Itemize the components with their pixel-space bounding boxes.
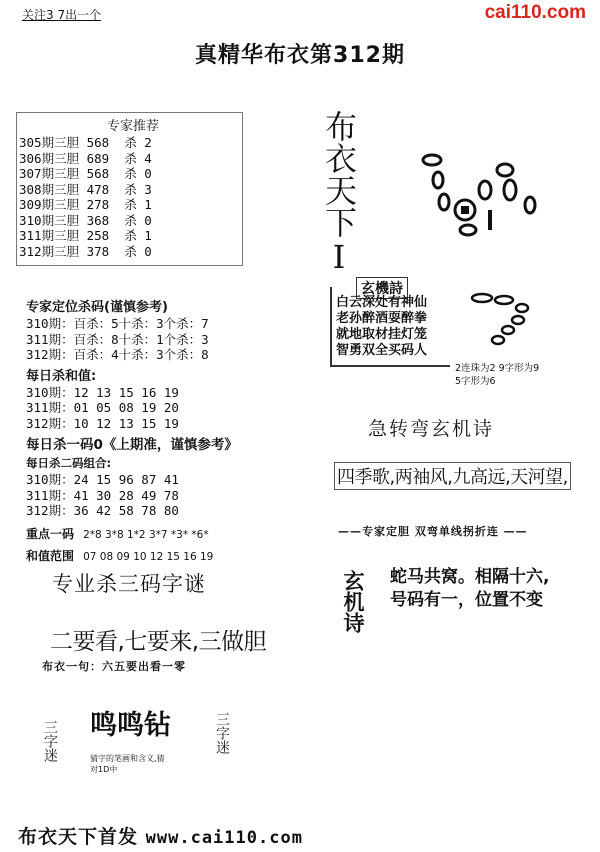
page-title: 真精华布衣第312期 bbox=[195, 43, 405, 68]
hint-line: 对1D中 bbox=[90, 765, 118, 774]
position-row: 312期：百杀：4十杀：3个杀：8 bbox=[26, 347, 209, 362]
coin-ring bbox=[439, 194, 449, 210]
chain-link bbox=[512, 316, 524, 324]
chain-note-line: 2连珠为2 9字形为9 bbox=[455, 363, 540, 374]
chain-note bbox=[455, 362, 539, 388]
chain-link bbox=[516, 304, 528, 312]
coin-ring bbox=[433, 172, 443, 188]
one-code-title: 每日杀一码0《上期准，谨慎参考》 bbox=[26, 437, 238, 453]
expert-row: 311期三胆 258 杀 1 bbox=[19, 228, 152, 243]
range-row bbox=[26, 545, 238, 564]
sum-row: 310期：12 13 15 16 19 bbox=[26, 384, 179, 400]
footer-brand: 布衣天下首发 bbox=[18, 826, 139, 848]
position-title: 专家定位杀码(谨慎参考) bbox=[26, 300, 168, 315]
footer bbox=[18, 822, 303, 849]
coin-bar bbox=[488, 210, 492, 230]
expert-row: 308期三胆 478 杀 3 bbox=[19, 181, 152, 197]
poem-box bbox=[330, 281, 450, 367]
coin-ring bbox=[497, 164, 513, 176]
coin-ring bbox=[479, 181, 491, 199]
expert-row: 306期三胆 689 杀 4 bbox=[19, 150, 152, 166]
focus-row bbox=[26, 523, 238, 542]
hint-line: 猜字的笔画和含义,猜 bbox=[90, 754, 165, 763]
coin-ring bbox=[504, 180, 516, 200]
poem-line: 白云深处有神仙 bbox=[336, 295, 428, 310]
range-label: 和值范围 bbox=[26, 548, 75, 563]
expert-row: 310期三胆 368 杀 0 bbox=[19, 212, 152, 228]
poem-lines bbox=[336, 295, 427, 359]
xuanji-line: 号码有一，位置不变 bbox=[390, 590, 543, 610]
coin-square bbox=[461, 206, 469, 214]
riddle-title: 专业杀三码字谜 bbox=[52, 572, 206, 596]
chain-note-line: 5字形为6 bbox=[455, 376, 496, 387]
coin-ring bbox=[423, 155, 441, 165]
focus-label: 重点一码 bbox=[26, 526, 75, 541]
sum-row: 311期：01 05 08 19 20 bbox=[26, 400, 179, 415]
poem-line: 就地取材挂灯笼 bbox=[336, 327, 428, 342]
xuanji-line: 蛇马共窝。相隔十六, bbox=[390, 567, 550, 587]
chain-link bbox=[472, 294, 492, 302]
expert-row: 307期三胆 568 杀 0 bbox=[19, 166, 152, 181]
chain-link bbox=[502, 326, 514, 334]
poem-line: 智勇双全买码人 bbox=[336, 343, 428, 358]
header-note: 关注3 7出一个 bbox=[22, 8, 102, 22]
word-riddle-word: 鸣鸣钻 bbox=[90, 710, 171, 741]
poem-line: 老孙醉酒耍醉拳 bbox=[336, 311, 428, 326]
coin-ring bbox=[525, 197, 535, 213]
two-code-row: 312期：36 42 58 78 80 bbox=[26, 503, 179, 518]
xuanji-text bbox=[390, 566, 549, 612]
two-code-title: 每日杀二码组合: bbox=[26, 456, 112, 470]
word-riddle-right: 三字迷 bbox=[214, 712, 230, 754]
coin-ring bbox=[460, 225, 476, 235]
expert-rows bbox=[19, 135, 152, 259]
expert-row: 312期三胆 378 杀 0 bbox=[19, 243, 152, 259]
xuanji-vertical: 玄机诗 bbox=[341, 570, 365, 633]
chain-link bbox=[495, 296, 513, 304]
riddle-subtitle: 二要看,七要来,三做胆 bbox=[50, 629, 267, 655]
buyi-vertical-title: 布衣天下I bbox=[320, 110, 358, 276]
sum-title: 每日杀和值: bbox=[26, 368, 97, 384]
chain-link bbox=[492, 336, 504, 344]
range-values: 07 08 09 10 12 15 16 19 bbox=[83, 550, 214, 563]
position-row: 310期：百杀：5十杀：3个杀：7 bbox=[26, 316, 209, 331]
footer-url[interactable]: www.cai110.com bbox=[145, 828, 303, 848]
position-row: 311期：百杀：8十杀：1个杀：3 bbox=[26, 331, 209, 347]
buyi-line: 布衣一句：六五要出看一零 bbox=[42, 660, 186, 673]
kill-code-block bbox=[26, 294, 238, 564]
expert-row: 305期三胆 568 杀 2 bbox=[19, 135, 152, 150]
expert-recommend-box bbox=[16, 112, 243, 266]
coins-illustration bbox=[410, 140, 560, 250]
focus-values: 2*8 3*8 1*2 3*7 *3* *6* bbox=[83, 528, 209, 541]
two-code-row: 311期：41 30 28 49 78 bbox=[26, 487, 179, 503]
expert-recommend-title: 专家推荐 bbox=[107, 119, 160, 134]
sum-row: 312期：10 12 13 15 19 bbox=[26, 415, 179, 431]
site-logo[interactable]: cai110.com bbox=[484, 2, 586, 23]
two-code-row: 310期：24 15 96 87 41 bbox=[26, 472, 179, 487]
riddle-poem-subtitle: 四季歌,两袖风,九高远,天河望, bbox=[334, 462, 571, 490]
word-riddle-hint bbox=[90, 753, 165, 775]
word-riddle-left: 三字迷 bbox=[42, 720, 58, 762]
expert-row: 309期三胆 278 杀 1 bbox=[19, 197, 152, 212]
expert-line: ——专家定胆 双弯单线拐折连 —— bbox=[338, 525, 528, 538]
chain-illustration bbox=[462, 290, 552, 350]
riddle-poem-title: 急转弯玄机诗 bbox=[368, 418, 495, 440]
poem-title: 玄機詩 bbox=[356, 277, 408, 299]
